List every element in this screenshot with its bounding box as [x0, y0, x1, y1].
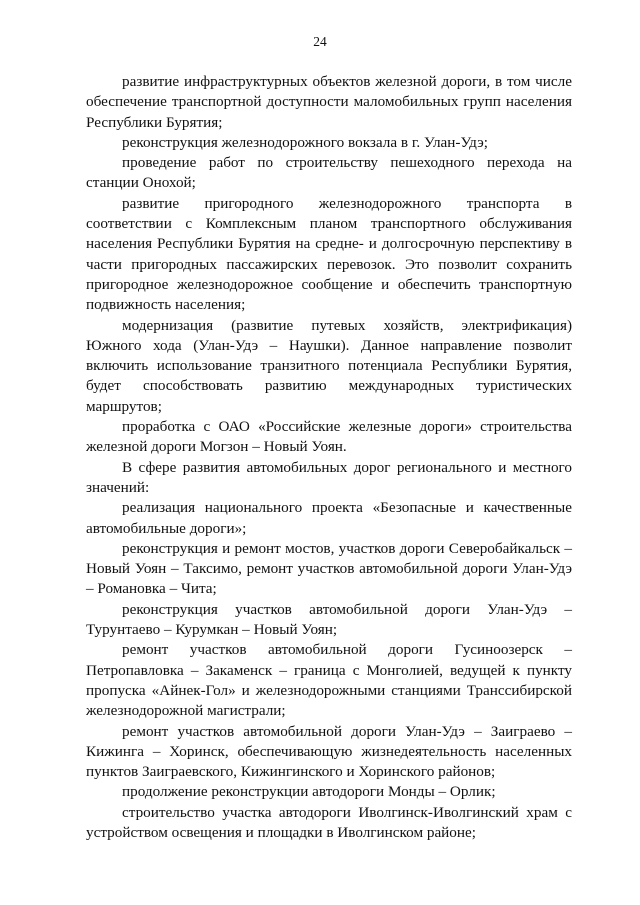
paragraph-turuntaevo-road: реконструкция участков автомобильной дороги Улан-Удэ – Турунтаево – Курумкан – Новый Уоян; [86, 600, 572, 639]
paragraph-ivolginsk-road: строительство участка автодороги Иволгинск-Иволгинский храм с устройством освещения и площадки в Иволгинском районе; [86, 803, 572, 841]
paragraph-bridges-repair: реконструкция и ремонт мостов, участков дороги Северобайкальск – Новый Уоян – Таксимо, ремонт участков автомобильной дороги Улан-Удэ – Романовка – Чита; [86, 539, 572, 598]
paragraph-railway-infrastructure: развитие инфраструктурных объектов железной дороги, в том числе обеспечение транспортной доступности маломобильных групп населения Республики Бурятия; [86, 73, 572, 131]
paragraph-zaigraevo-road: ремонт участков автомобильной дороги Улан-Удэ – Заиграево – Кижинга – Хоринск, обеспечивающую жизнедеятельность населенных пунктов Заиграевского, Кижингинского и Хоринского районов; [86, 722, 572, 781]
paragraph-pedestrian-crossing: проведение работ по строительству пешеходного перехода на станции Онохой; [86, 154, 572, 192]
document-body [86, 72, 572, 843]
page-number: 24 [313, 34, 327, 49]
paragraph-mondy-orlik-road: продолжение реконструкции автодороги Монды – Орлик; [122, 783, 496, 801]
paragraph-station-reconstruction: реконструкция железнодорожного вокзала в г. Улан-Удэ; [122, 133, 488, 151]
paragraph-mogzon-railway: проработка с ОАО «Российские железные дороги» строительства железной дороги Могзон – Новый Уоян. [86, 418, 572, 456]
paragraph-southern-route-modernization: модернизация (развитие путевых хозяйств, электрификация) Южного хода (Улан-Удэ – Наушки). Данное направление позволит включить использование транзитного потенциала Республики Бурятия, будет способствовать развитию международных туристических маршрутов; [86, 316, 572, 415]
paragraph-national-project: реализация национального проекта «Безопасные и качественные автомобильные дороги»; [86, 499, 572, 537]
paragraph-road-development-intro: В сфере развития автомобильных дорог регионального и местного значений: [86, 458, 572, 496]
paragraph-gusinoozersk-road: ремонт участков автомобильной дороги Гусиноозерск – Петропавловка – Закаменск – граница с Монголией, ведущей к пункту пропуска «Айнек-Гол» и железнодорожными станциями Транссибирской железнодорожной магистрали; [86, 641, 572, 720]
paragraph-suburban-transport: развитие пригородного железнодорожного транспорта в соответствии с Комплексным планом транспортного обслуживания населения Республики Бурятия на средне- и долгосрочную перспективу в части пригородных пассажирских перевозок. Это позволит сохранить пригородное железнодорожное сообщение и обеспечить транспортную подвижность населения; [86, 194, 572, 314]
